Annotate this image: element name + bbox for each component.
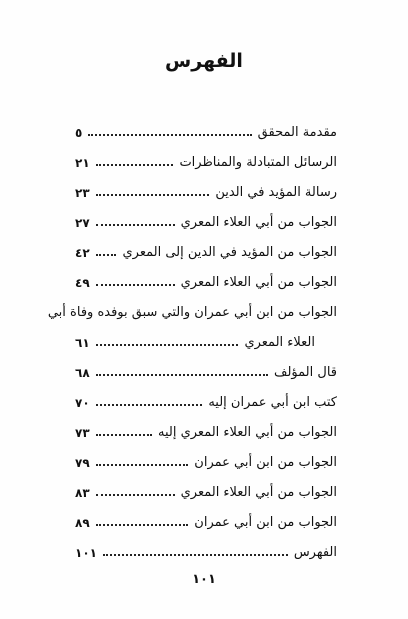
toc-entry-page: ٨٣ bbox=[75, 486, 90, 500]
toc-entry bbox=[75, 410, 337, 440]
toc-entry-page: ٢٣ bbox=[75, 186, 90, 200]
toc-entry-label: الجواب من ابن أبي عمران bbox=[194, 515, 337, 530]
toc-entry-label: الجواب من ابن أبي عمران والتي سبق بوفده وفاة أبي bbox=[47, 305, 337, 320]
toc-entry-label: الجواب من أبي العلاء المعري bbox=[180, 215, 337, 230]
toc-entry-page: ٧٩ bbox=[75, 456, 90, 470]
dot-leader bbox=[96, 404, 203, 406]
toc-entry-label: الجواب من أبي العلاء المعري إليه bbox=[157, 425, 337, 440]
dot-leader bbox=[96, 224, 175, 226]
toc-entry-first-line bbox=[47, 290, 337, 320]
toc-entry-label: مقدمة المحقق bbox=[257, 125, 337, 140]
dot-leader bbox=[88, 134, 251, 136]
toc-entry-page: ٢١ bbox=[75, 156, 90, 170]
dot-leader bbox=[96, 494, 175, 496]
toc-entry-label: الرسائل المتبادلة والمناظرات bbox=[179, 155, 337, 170]
dot-leader bbox=[96, 464, 189, 466]
dot-leader bbox=[96, 164, 174, 166]
toc-entry bbox=[75, 230, 337, 260]
dot-leader bbox=[96, 254, 117, 256]
page-number: ١٠١ bbox=[192, 572, 216, 587]
toc-entry bbox=[75, 110, 337, 140]
toc-entry bbox=[75, 170, 337, 200]
toc-entry-label: الفهرس bbox=[293, 545, 337, 560]
toc-entry bbox=[75, 260, 337, 290]
toc-entry-label-continued: العلاء المعري bbox=[244, 335, 315, 350]
dot-leader bbox=[96, 524, 189, 526]
toc-entry-label: كتب ابن أبي عمران إليه bbox=[208, 395, 337, 410]
toc-entry bbox=[75, 380, 337, 410]
toc-entry bbox=[75, 140, 337, 170]
dot-leader bbox=[96, 344, 239, 346]
toc-entry-label: الجواب من المؤيد في الدين إلى المعري bbox=[122, 245, 337, 260]
page-title: الفهرس bbox=[165, 50, 243, 72]
dot-leader bbox=[96, 374, 268, 376]
table-of-contents bbox=[47, 110, 337, 560]
toc-entry bbox=[75, 200, 337, 230]
toc-entry-page: ٢٧ bbox=[75, 216, 90, 230]
toc-entry-label: الجواب من أبي العلاء المعري bbox=[180, 275, 337, 290]
dot-leader bbox=[96, 284, 175, 286]
dot-leader bbox=[103, 554, 288, 556]
toc-entry-label: الجواب من أبي العلاء المعري bbox=[180, 485, 337, 500]
toc-entry bbox=[75, 320, 337, 350]
dot-leader bbox=[96, 434, 152, 436]
toc-entry-page: ٨٩ bbox=[75, 516, 90, 530]
toc-entry-page: ٥ bbox=[75, 126, 83, 140]
toc-entry-page: ٧٠ bbox=[75, 396, 90, 410]
toc-entry-page: ٤٩ bbox=[75, 276, 90, 290]
toc-entry-label: قال المؤلف bbox=[274, 365, 337, 380]
toc-entry-page: ٤٢ bbox=[75, 246, 90, 260]
toc-entry-label: رسالة المؤيد في الدين bbox=[215, 185, 337, 200]
dot-leader bbox=[96, 194, 210, 196]
toc-entry bbox=[75, 500, 337, 530]
toc-entry-page: ٧٣ bbox=[75, 426, 90, 440]
toc-entry-page: ١٠١ bbox=[75, 546, 97, 560]
toc-entry bbox=[75, 350, 337, 380]
toc-entry-page: ٦١ bbox=[75, 336, 90, 350]
toc-entry-label: الجواب من ابن أبي عمران bbox=[194, 455, 337, 470]
toc-entry-page: ٦٨ bbox=[75, 366, 90, 380]
toc-entry bbox=[75, 470, 337, 500]
toc-entry bbox=[75, 440, 337, 470]
toc-entry bbox=[75, 530, 337, 560]
